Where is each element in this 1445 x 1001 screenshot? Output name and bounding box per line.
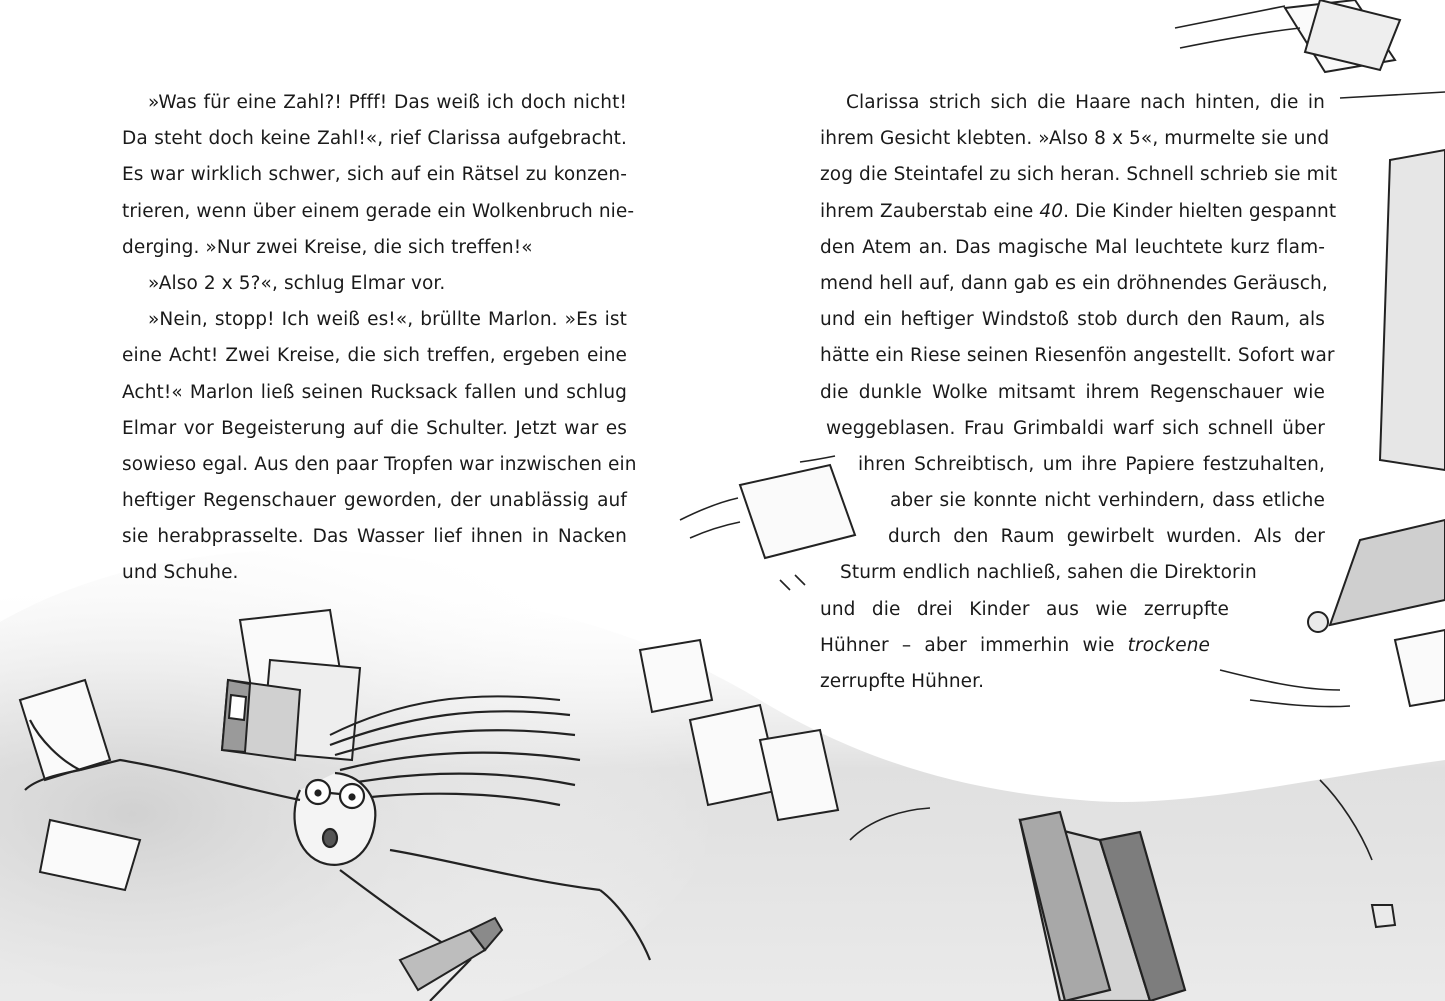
text-line: Es war wirklich schwer, sich auf ein Rätsel zu konzen- xyxy=(122,164,627,186)
left-page-text xyxy=(122,85,637,592)
text-run: . Die Kinder hielten gespannt xyxy=(1063,200,1337,222)
text-line: und Schuhe. xyxy=(122,562,239,584)
text-line: zerrupfte Hühner. xyxy=(820,671,985,692)
text-line: »Also 2 x 5?«, schlug Elmar vor. xyxy=(148,272,446,294)
text-line: »Nein, stopp! Ich weiß es!«, brüllte Marlon. »Es ist xyxy=(148,309,627,331)
text-line: weggeblasen. Frau Grimbaldi warf sich schnell über xyxy=(826,417,1325,439)
text-line: ihren Schreibtisch, um ihre Papiere festzuhalten, xyxy=(858,453,1325,475)
text-line: derging. »Nur zwei Kreise, die sich treffen!« xyxy=(122,236,533,258)
text-line: eine Acht! Zwei Kreise, die sich treffen, ergeben eine xyxy=(122,345,627,367)
text-line: trieren, wenn über einem gerade ein Wolkenbruch nie- xyxy=(122,200,635,222)
wash-shadow xyxy=(0,550,720,1001)
text-run: ihrem Zauberstab eine xyxy=(820,200,1034,222)
text-run-italic: 40 xyxy=(1039,200,1064,222)
text-line: sie herabprasselte. Das Wasser lief ihnen in Nacken xyxy=(122,526,627,548)
text-line-mixed xyxy=(820,194,1337,230)
text-line: Elmar vor Begeisterung auf die Schulter. Jetzt war es xyxy=(122,417,627,439)
text-line: mend hell auf, dann gab es ein dröhnendes Geräusch, xyxy=(820,272,1328,294)
text-line: »Was für eine Zahl?! Pfff! Das weiß ich doch nicht! xyxy=(148,92,627,113)
text-line: den Atem an. Das magische Mal leuchtete kurz flam- xyxy=(820,236,1325,258)
text-line: Sturm endlich nachließ, sahen die Direktorin xyxy=(840,562,1257,584)
text-line: heftiger Regenschauer geworden, der unablässig auf xyxy=(122,490,627,512)
text-line: und ein heftiger Windstoß stob durch den Raum, als xyxy=(820,309,1325,331)
text-line: Acht!« Marlon ließ seinen Rucksack fallen und schlug xyxy=(122,381,627,403)
text-line: die dunkle Wolke mitsamt ihrem Regenschauer wie xyxy=(820,381,1325,403)
book-left xyxy=(222,680,300,760)
text-run-italic: trockene xyxy=(1127,634,1211,656)
text-line: sowieso egal. Aus den paar Tropfen war inzwischen ein xyxy=(122,453,637,475)
text-run: Hühner – aber immerhin wie xyxy=(820,634,1115,656)
text-line: Clarissa strich sich die Haare nach hinten, die in xyxy=(846,92,1325,113)
right-page-text xyxy=(820,85,1338,700)
text-line: ihrem Gesicht klebten. »Also 8 x 5«, murmelte sie und xyxy=(820,128,1330,150)
text-line: und die drei Kinder aus wie zerrupfte xyxy=(820,598,1229,620)
text-line: Da steht doch keine Zahl!«, rief Clarissa aufgebracht. xyxy=(122,128,627,150)
text-line-mixed xyxy=(820,628,1210,664)
text-line: zog die Steintafel zu sich heran. Schnell schrieb sie mit xyxy=(820,164,1338,186)
text-line: hätte ein Riese seinen Riesenfön angestellt. Sofort war xyxy=(820,345,1335,367)
text-line: durch den Raum gewirbelt wurden. Als der xyxy=(888,526,1325,548)
text-line: aber sie konnte nicht verhindern, dass etliche xyxy=(890,490,1325,512)
